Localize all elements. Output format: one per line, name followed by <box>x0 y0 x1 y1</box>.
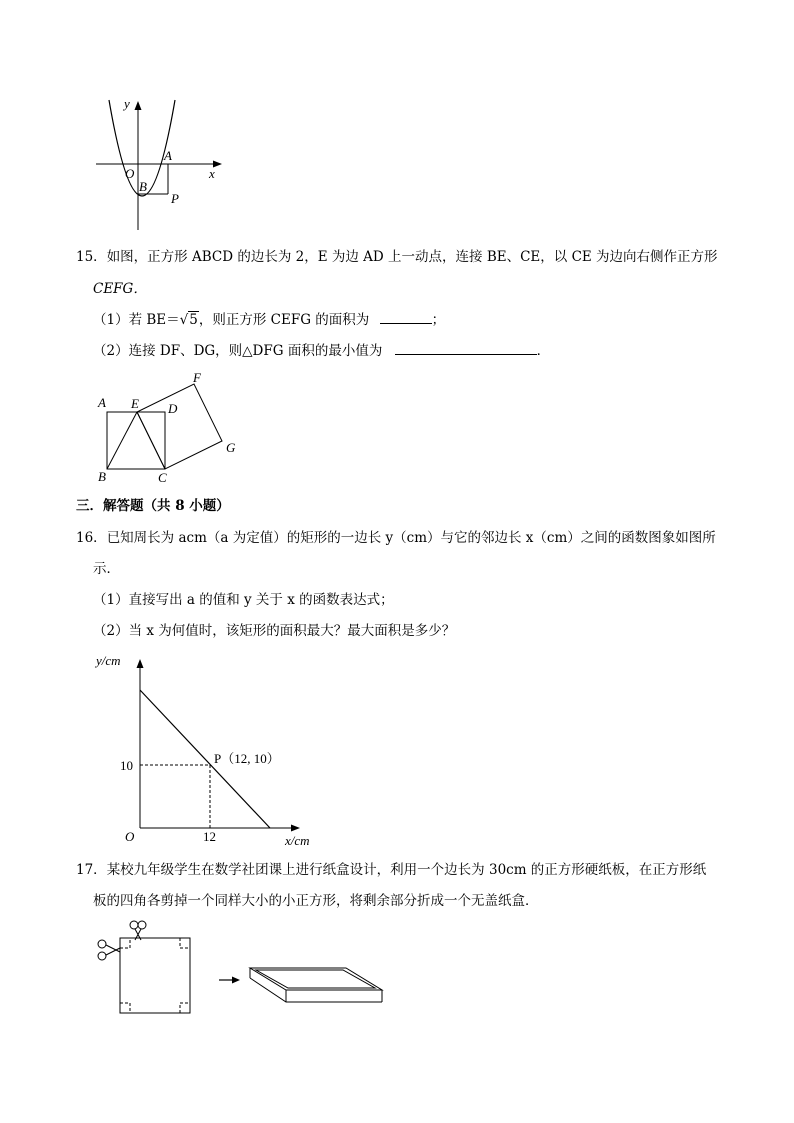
q15-part2-text: （2）连接 DF、DG，则△DFG 面积的最小值为 <box>93 343 383 359</box>
answer-blank-1[interactable] <box>380 311 432 324</box>
q15-part1-end: ； <box>431 312 446 328</box>
fig15-g-label: G <box>226 440 236 455</box>
fig16-ytick-label: 10 <box>120 758 133 773</box>
q17-text: 某校九年级学生在数学社团课上进行纸盒设计，利用一个边长为 30cm 的正方形硬纸板，在正方形纸 <box>106 862 707 878</box>
q17-number: 17． <box>76 862 107 878</box>
fig14-a-label: A <box>164 148 172 163</box>
fig16-y-axis-label: y/cm <box>96 653 121 668</box>
fig16-x-axis-label: x/cm <box>285 833 310 848</box>
q15-number: 15． <box>76 249 107 265</box>
q16-part2: （2）当 x 为何值时，该矩形的面积最大？最大面积是多少？ <box>93 623 456 639</box>
fig15-d-label: D <box>168 401 178 416</box>
q16-text: 已知周长为 acm（a 为定值）的矩形的一边长 y（cm）与它的邻边长 x（cm）之间的函数图象如图所 <box>106 530 716 546</box>
fig14-p-label: P <box>171 191 179 206</box>
q17-line2: 板的四角各剪掉一个同样大小的小正方形，将剩余部分折成一个无盖纸盒． <box>93 893 539 909</box>
q16-line1 <box>76 529 716 547</box>
q15-part1-sqrt: 5 <box>189 312 198 328</box>
q15-line1 <box>76 248 718 266</box>
q16-number: 16． <box>76 530 107 546</box>
fig15-a-label: A <box>98 395 106 410</box>
linear-graph-figure <box>92 648 332 848</box>
fig14-o-label: O <box>125 166 135 181</box>
q15-part1-text: （1）若 BE＝ <box>93 312 180 328</box>
squares-figure <box>92 368 252 485</box>
q15-line1b: CEFG． <box>93 281 147 297</box>
fig15-e-label: E <box>131 396 139 411</box>
open-box-drawing <box>250 968 382 1002</box>
fig14-x-label: x <box>209 166 215 181</box>
q16-part1: （1）直接写出 a 的值和 y 关于 x 的函数表达式； <box>93 592 394 608</box>
fig14-y-label: y <box>124 96 130 111</box>
section-heading: 三．解答题（共 8 小题） <box>76 498 230 514</box>
scissors-icon <box>98 940 120 960</box>
box-figure <box>92 918 392 1018</box>
fig16-point-label: P（12, 10） <box>214 751 280 766</box>
q15-part1-text2: ，则正方形 CEFG 的面积为 <box>198 312 370 328</box>
scissors-icon <box>130 921 146 940</box>
fig16-xtick-label: 12 <box>203 829 216 844</box>
fig15-c-label: C <box>158 470 167 485</box>
fig14-b-label: B <box>139 179 147 194</box>
q15-part2-end: ． <box>536 343 551 359</box>
sqrt-icon: √ <box>179 312 189 328</box>
answer-blank-2[interactable] <box>395 342 537 355</box>
fig15-b-label: B <box>98 469 106 484</box>
q15-part2 <box>93 342 550 360</box>
q15-text: 如图，正方形 ABCD 的边长为 2，E 为边 AD 上一动点，连接 BE、CE，以 CE 为边向右侧作正方形 <box>106 249 718 265</box>
arrow-icon <box>219 977 240 984</box>
q15-part1 <box>93 311 445 329</box>
fig16-origin-label: O <box>125 829 135 844</box>
q17-line1 <box>76 861 706 879</box>
parabola-figure <box>92 96 232 236</box>
fig15-f-label: F <box>193 370 201 385</box>
q16-line1b: 示． <box>93 561 120 577</box>
